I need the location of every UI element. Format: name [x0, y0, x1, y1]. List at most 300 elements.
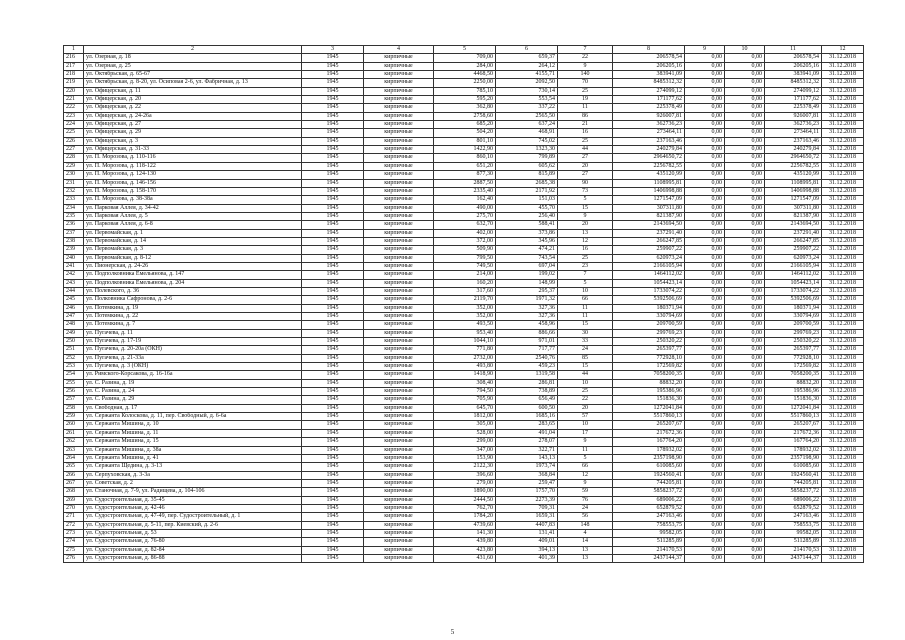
cell-cost-value: 1108995,81	[613, 179, 685, 187]
cell-col-9-value: 0,00	[685, 329, 725, 337]
cell-wall-material: кирпичные	[364, 404, 434, 412]
cell-col-10-value: 0,00	[725, 154, 765, 162]
cell-row-number: 240	[64, 254, 84, 262]
cell-col-11-value: 2256782,55	[765, 162, 822, 170]
cell-year: 1945	[302, 271, 364, 279]
cell-col-11-value: 240279,84	[765, 146, 822, 154]
cell-col-10-value: 0,00	[725, 463, 765, 471]
cell-cost-value: 178932,02	[613, 446, 685, 454]
cell-col-11-value: 273464,11	[765, 129, 822, 137]
cell-row-number: 266	[64, 471, 84, 479]
table-row	[64, 429, 864, 437]
cell-col-11-value: 1054423,14	[765, 279, 822, 287]
cell-cost-value: 273464,11	[613, 129, 685, 137]
table-row	[64, 488, 864, 496]
cell-wall-material: кирпичные	[364, 446, 434, 454]
cell-col-11-value: 330794,69	[765, 313, 822, 321]
cell-col-9-value: 0,00	[685, 162, 725, 170]
cell-total-area: 141,30	[434, 529, 496, 537]
cell-cost-value: 821387,90	[613, 212, 685, 220]
cell-address: ул. Офицерская, д. 3	[84, 137, 302, 145]
cell-col-9-value: 0,00	[685, 71, 725, 79]
cell-col-11-value: 274099,12	[765, 87, 822, 95]
cell-col-10-value: 0,00	[725, 179, 765, 187]
cell-residents: 16	[558, 129, 613, 137]
cell-address: ул. С. Разина, д. 19	[84, 379, 302, 387]
cell-year: 1945	[302, 154, 364, 162]
cell-residents: 9	[558, 438, 613, 446]
cell-date: 31.12.2018	[822, 463, 864, 471]
cell-cost-value: 7058200,35	[613, 371, 685, 379]
cell-col-10-value: 0,00	[725, 313, 765, 321]
cell-col-10-value: 0,00	[725, 354, 765, 362]
cell-address: ул. Сержанта Колоскова, д. 11, пер. Свободный, д. 6-6а	[84, 413, 302, 421]
cell-date: 31.12.2018	[822, 488, 864, 496]
cell-living-area: 815,89	[496, 171, 558, 179]
cell-wall-material: кирпичные	[364, 413, 434, 421]
cell-date: 31.12.2018	[822, 313, 864, 321]
cell-residents: 44	[558, 371, 613, 379]
cell-date: 31.12.2018	[822, 271, 864, 279]
cell-total-area: 762,70	[434, 504, 496, 512]
cell-col-11-value: 1272041,84	[765, 404, 822, 412]
cell-living-area: 474,21	[496, 246, 558, 254]
cell-total-area: 1422,90	[434, 146, 496, 154]
cell-address: ул. Судостроительная, д. 86-88	[84, 554, 302, 562]
cell-col-9-value: 0,00	[685, 429, 725, 437]
cell-col-10-value: 0,00	[725, 121, 765, 129]
cell-living-area: 2092,50	[496, 79, 558, 87]
cell-col-11-value: 265397,77	[765, 346, 822, 354]
cell-residents: 17	[558, 429, 613, 437]
cell-cost-value: 435120,99	[613, 171, 685, 179]
cell-living-area: 1319,58	[496, 371, 558, 379]
cell-residents: 25	[558, 388, 613, 396]
cell-wall-material: кирпичные	[364, 379, 434, 387]
table-row	[64, 421, 864, 429]
cell-total-area: 214,00	[434, 271, 496, 279]
cell-date: 31.12.2018	[822, 388, 864, 396]
cell-residents: 9	[558, 479, 613, 487]
cell-year: 1945	[302, 237, 364, 245]
cell-year: 1945	[302, 529, 364, 537]
table-row	[64, 379, 864, 387]
cell-date: 31.12.2018	[822, 538, 864, 546]
cell-wall-material: кирпичные	[364, 421, 434, 429]
table-row	[64, 296, 864, 304]
cell-cost-value: 1406998,88	[613, 187, 685, 195]
cell-address: ул. Полевского, д. 36	[84, 287, 302, 295]
cell-residents: 13	[558, 546, 613, 554]
cell-row-number: 238	[64, 237, 84, 245]
table-row	[64, 304, 864, 312]
cell-cost-value: 209700,59	[613, 321, 685, 329]
cell-cost-value: 151836,30	[613, 396, 685, 404]
cell-year: 1945	[302, 171, 364, 179]
cell-address: ул. Судостроительная, д. 35-45	[84, 496, 302, 504]
cell-address: ул. Офицерская, д. 11	[84, 87, 302, 95]
cell-residents: 11	[558, 446, 613, 454]
table-row	[64, 513, 864, 521]
cell-cost-value: 195386,96	[613, 388, 685, 396]
cell-year: 1945	[302, 471, 364, 479]
header-cell: 12	[822, 46, 864, 54]
cell-wall-material: кирпичные	[364, 479, 434, 487]
cell-wall-material: кирпичные	[364, 338, 434, 346]
cell-col-11-value: 266247,85	[765, 237, 822, 245]
cell-address: ул. Парковая Аллея, д. 34-42	[84, 204, 302, 212]
cell-year: 1945	[302, 79, 364, 87]
cell-col-10-value: 0,00	[725, 279, 765, 287]
cell-living-area: 4155,71	[496, 71, 558, 79]
cell-address: ул. Офицерская, д. 27	[84, 121, 302, 129]
cell-col-10-value: 0,00	[725, 104, 765, 112]
cell-cost-value: 330794,69	[613, 313, 685, 321]
cell-address: ул. Серпуховская, д. 3-3а	[84, 471, 302, 479]
cell-wall-material: кирпичные	[364, 187, 434, 195]
cell-year: 1945	[302, 204, 364, 212]
cell-col-11-value: 1464112,02	[765, 271, 822, 279]
cell-living-area: 327,36	[496, 313, 558, 321]
table-body	[64, 54, 864, 563]
cell-col-10-value: 0,00	[725, 329, 765, 337]
cell-date: 31.12.2018	[822, 471, 864, 479]
cell-col-10-value: 0,00	[725, 513, 765, 521]
table-row	[64, 546, 864, 554]
cell-row-number: 234	[64, 204, 84, 212]
cell-wall-material: кирпичные	[364, 96, 434, 104]
table-row	[64, 529, 864, 537]
cell-year: 1945	[302, 254, 364, 262]
cell-living-area: 1973,74	[496, 463, 558, 471]
cell-row-number: 243	[64, 279, 84, 287]
cell-cost-value: 652879,52	[613, 504, 685, 512]
cell-cost-value: 171177,62	[613, 96, 685, 104]
table-row	[64, 112, 864, 120]
cell-row-number: 272	[64, 521, 84, 529]
cell-col-10-value: 0,00	[725, 446, 765, 454]
table-row	[64, 363, 864, 371]
cell-row-number: 253	[64, 363, 84, 371]
cell-col-10-value: 0,00	[725, 479, 765, 487]
cell-living-area: 278,07	[496, 438, 558, 446]
cell-total-area: 153,90	[434, 454, 496, 462]
cell-cost-value: 180371,94	[613, 304, 685, 312]
cell-date: 31.12.2018	[822, 79, 864, 87]
cell-wall-material: кирпичные	[364, 538, 434, 546]
cell-cost-value: 2166105,94	[613, 262, 685, 270]
cell-living-area: 745,02	[496, 137, 558, 145]
cell-address: ул. Потемкина, д. 7	[84, 321, 302, 329]
cell-living-area: 697,04	[496, 262, 558, 270]
cell-cost-value: 2437144,37	[613, 554, 685, 562]
cell-total-area: 709,00	[434, 54, 496, 62]
cell-row-number: 248	[64, 321, 84, 329]
cell-col-11-value: 689006,22	[765, 496, 822, 504]
cell-col-11-value: 926007,81	[765, 112, 822, 120]
cell-col-9-value: 0,00	[685, 438, 725, 446]
cell-total-area: 317,60	[434, 287, 496, 295]
cell-total-area: 953,40	[434, 329, 496, 337]
cell-address: ул. Пугачева, д. 20-20а (ОКН)	[84, 346, 302, 354]
table-row	[64, 54, 864, 62]
cell-date: 31.12.2018	[822, 446, 864, 454]
cell-living-area: 264,12	[496, 62, 558, 70]
cell-date: 31.12.2018	[822, 279, 864, 287]
cell-date: 31.12.2018	[822, 479, 864, 487]
cell-living-area: 143,13	[496, 454, 558, 462]
cell-date: 31.12.2018	[822, 546, 864, 554]
cell-col-11-value: 1271547,09	[765, 196, 822, 204]
cell-col-9-value: 0,00	[685, 171, 725, 179]
cell-col-10-value: 0,00	[725, 262, 765, 270]
cell-address: ул. Потемкина, д. 22	[84, 313, 302, 321]
cell-date: 31.12.2018	[822, 287, 864, 295]
cell-living-area: 2565,50	[496, 112, 558, 120]
cell-col-10-value: 0,00	[725, 538, 765, 546]
cell-living-area: 455,70	[496, 204, 558, 212]
cell-residents: 20	[558, 221, 613, 229]
cell-year: 1945	[302, 404, 364, 412]
cell-row-number: 267	[64, 479, 84, 487]
cell-address: ул. Офицерская, д. 24-26а	[84, 112, 302, 120]
cell-year: 1945	[302, 196, 364, 204]
cell-residents: 11	[558, 313, 613, 321]
cell-cost-value: 299769,23	[613, 329, 685, 337]
cell-col-9-value: 0,00	[685, 279, 725, 287]
cell-col-9-value: 0,00	[685, 421, 725, 429]
cell-living-area: 588,41	[496, 221, 558, 229]
cell-date: 31.12.2018	[822, 171, 864, 179]
cell-wall-material: кирпичные	[364, 354, 434, 362]
cell-col-10-value: 0,00	[725, 212, 765, 220]
cell-total-area: 402,00	[434, 229, 496, 237]
cell-date: 31.12.2018	[822, 129, 864, 137]
cell-living-area: 394,13	[496, 546, 558, 554]
cell-residents: 148	[558, 521, 613, 529]
cell-residents: 140	[558, 71, 613, 79]
cell-row-number: 246	[64, 304, 84, 312]
cell-col-10-value: 0,00	[725, 187, 765, 195]
cell-residents: 44	[558, 146, 613, 154]
cell-address: ул. Станочная, д. 7-9, ул. Радищева, д. 104-106	[84, 488, 302, 496]
cell-address: ул. Пугачева, д. 17-19	[84, 338, 302, 346]
cell-cost-value: 265207,67	[613, 421, 685, 429]
cell-cost-value: 206578,54	[613, 54, 685, 62]
cell-col-10-value: 0,00	[725, 146, 765, 154]
cell-col-10-value: 0,00	[725, 237, 765, 245]
cell-row-number: 222	[64, 104, 84, 112]
cell-col-9-value: 0,00	[685, 287, 725, 295]
cell-year: 1945	[302, 71, 364, 79]
cell-wall-material: кирпичные	[364, 329, 434, 337]
cell-row-number: 262	[64, 438, 84, 446]
cell-total-area: 493,50	[434, 321, 496, 329]
cell-total-area: 279,00	[434, 479, 496, 487]
cell-cost-value: 511285,89	[613, 538, 685, 546]
cell-date: 31.12.2018	[822, 504, 864, 512]
header-cell: 7	[558, 46, 613, 54]
cell-living-area: 131,41	[496, 529, 558, 537]
cell-year: 1945	[302, 287, 364, 295]
cell-wall-material: кирпичные	[364, 529, 434, 537]
cell-row-number: 257	[64, 396, 84, 404]
cell-col-10-value: 0,00	[725, 304, 765, 312]
cell-cost-value: 2964650,72	[613, 154, 685, 162]
cell-residents: 27	[558, 171, 613, 179]
cell-total-area: 877,30	[434, 171, 496, 179]
cell-col-11-value: 247163,46	[765, 513, 822, 521]
header-cell: 2	[84, 46, 302, 54]
table-row	[64, 79, 864, 87]
cell-col-11-value: 5858237,72	[765, 488, 822, 496]
cell-residents: 15	[558, 321, 613, 329]
cell-wall-material: кирпичные	[364, 546, 434, 554]
cell-row-number: 236	[64, 221, 84, 229]
cell-row-number: 247	[64, 313, 84, 321]
cell-row-number: 231	[64, 179, 84, 187]
cell-col-11-value: 610085,60	[765, 463, 822, 471]
cell-cost-value: 266247,85	[613, 237, 685, 245]
cell-year: 1945	[302, 87, 364, 95]
cell-col-10-value: 0,00	[725, 404, 765, 412]
cell-row-number: 217	[64, 62, 84, 70]
cell-date: 31.12.2018	[822, 112, 864, 120]
cell-date: 31.12.2018	[822, 429, 864, 437]
cell-wall-material: кирпичные	[364, 54, 434, 62]
cell-address: ул. Сержанта Мишина, д. 15	[84, 438, 302, 446]
cell-row-number: 273	[64, 529, 84, 537]
cell-address: ул. Офицерская, д. 31-33	[84, 146, 302, 154]
cell-residents: 30	[558, 329, 613, 337]
cell-cost-value: 167764,20	[613, 438, 685, 446]
cell-address: ул. Офицерская, д. 20	[84, 96, 302, 104]
cell-living-area: 286,81	[496, 379, 558, 387]
cell-total-area: 305,00	[434, 421, 496, 429]
cell-wall-material: кирпичные	[364, 196, 434, 204]
cell-row-number: 237	[64, 229, 84, 237]
cell-year: 1945	[302, 221, 364, 229]
table-row	[64, 104, 864, 112]
cell-row-number: 232	[64, 187, 84, 195]
cell-wall-material: кирпичные	[364, 396, 434, 404]
cell-living-area: 401,39	[496, 554, 558, 562]
table-row	[64, 179, 864, 187]
table-row	[64, 463, 864, 471]
cell-year: 1945	[302, 421, 364, 429]
cell-date: 31.12.2018	[822, 413, 864, 421]
cell-living-area: 1685,16	[496, 413, 558, 421]
cell-col-10-value: 0,00	[725, 162, 765, 170]
cell-total-area: 396,60	[434, 471, 496, 479]
cell-date: 31.12.2018	[822, 104, 864, 112]
cell-cost-value: 2143694,50	[613, 221, 685, 229]
cell-residents: 22	[558, 396, 613, 404]
cell-wall-material: кирпичные	[364, 271, 434, 279]
cell-col-11-value: 299769,23	[765, 329, 822, 337]
cell-row-number: 252	[64, 354, 84, 362]
cell-total-area: 801,10	[434, 137, 496, 145]
cell-living-area: 1659,31	[496, 513, 558, 521]
cell-address: ул. Советская, д. 2	[84, 479, 302, 487]
cell-year: 1945	[302, 96, 364, 104]
table-row	[64, 196, 864, 204]
cell-total-area: 2732,00	[434, 354, 496, 362]
cell-address: ул. Сержанта Мишина, д. 41	[84, 454, 302, 462]
housing-table	[63, 45, 864, 563]
cell-cost-value: 247163,46	[613, 513, 685, 521]
table-row	[64, 404, 864, 412]
cell-date: 31.12.2018	[822, 296, 864, 304]
cell-date: 31.12.2018	[822, 338, 864, 346]
cell-col-9-value: 0,00	[685, 221, 725, 229]
cell-cost-value: 259907,22	[613, 246, 685, 254]
cell-living-area: 2540,76	[496, 354, 558, 362]
header-cell: 10	[725, 46, 765, 54]
cell-col-11-value: 206578,54	[765, 54, 822, 62]
cell-date: 31.12.2018	[822, 212, 864, 220]
cell-living-area: 322,71	[496, 446, 558, 454]
cell-residents: 4	[558, 529, 613, 537]
cell-col-10-value: 0,00	[725, 54, 765, 62]
cell-total-area: 799,50	[434, 254, 496, 262]
cell-row-number: 242	[64, 271, 84, 279]
cell-total-area: 771,80	[434, 346, 496, 354]
table-row	[64, 454, 864, 462]
cell-living-area: 491,04	[496, 429, 558, 437]
cell-wall-material: кирпичные	[364, 246, 434, 254]
table-row	[64, 287, 864, 295]
cell-row-number: 235	[64, 212, 84, 220]
cell-row-number: 230	[64, 171, 84, 179]
cell-cost-value: 237291,40	[613, 229, 685, 237]
cell-col-11-value: 172569,82	[765, 363, 822, 371]
cell-residents: 90	[558, 179, 613, 187]
cell-col-9-value: 0,00	[685, 546, 725, 554]
cell-row-number: 221	[64, 96, 84, 104]
cell-cost-value: 172569,82	[613, 363, 685, 371]
table-row	[64, 271, 864, 279]
cell-year: 1945	[302, 454, 364, 462]
cell-total-area: 1044,10	[434, 338, 496, 346]
cell-cost-value: 214170,53	[613, 546, 685, 554]
cell-residents: 11	[558, 104, 613, 112]
table-row	[64, 96, 864, 104]
cell-row-number: 226	[64, 137, 84, 145]
cell-address: ул. Сержанта Мишина, д. 38а	[84, 446, 302, 454]
cell-col-11-value: 217672,36	[765, 429, 822, 437]
cell-residents: 23	[558, 262, 613, 270]
cell-wall-material: кирпичные	[364, 262, 434, 270]
cell-col-9-value: 0,00	[685, 104, 725, 112]
cell-col-9-value: 0,00	[685, 54, 725, 62]
cell-col-11-value: 307311,80	[765, 204, 822, 212]
table-row	[64, 396, 864, 404]
cell-row-number: 259	[64, 413, 84, 421]
cell-residents: 13	[558, 229, 613, 237]
cell-address: ул. Сержанта Щедина, д. 3-13	[84, 463, 302, 471]
cell-address: ул. Сержанта Мишина, д. 11	[84, 429, 302, 437]
cell-col-10-value: 0,00	[725, 413, 765, 421]
cell-col-11-value: 758553,75	[765, 521, 822, 529]
cell-date: 31.12.2018	[822, 71, 864, 79]
cell-total-area: 1890,00	[434, 488, 496, 496]
cell-year: 1945	[302, 304, 364, 312]
table-row	[64, 137, 864, 145]
cell-address: ул. Сержанта Мишина, д. 10	[84, 421, 302, 429]
cell-year: 1945	[302, 146, 364, 154]
cell-living-area: 709,31	[496, 504, 558, 512]
